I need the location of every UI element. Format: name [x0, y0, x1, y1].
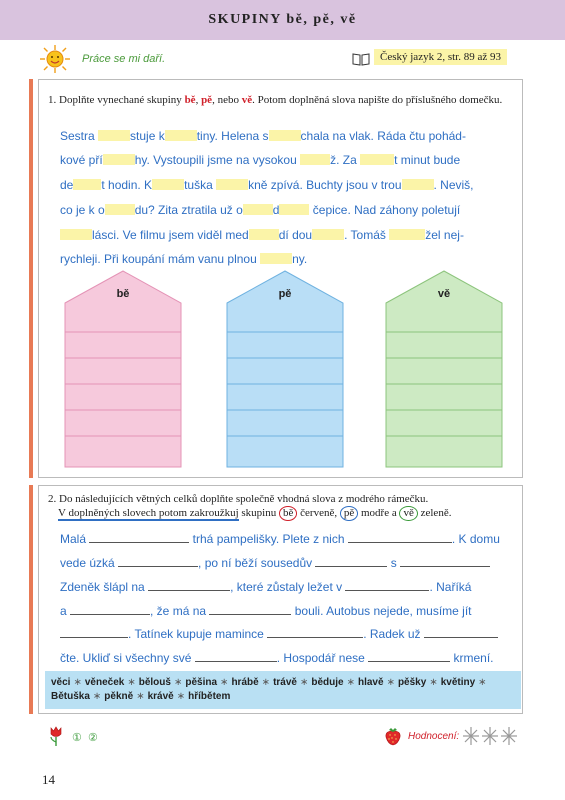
exercise2-line-5: . Tatínek kupuje mamince . Radek už: [60, 627, 498, 641]
exercise2-line-4: a , že má na bouli. Autobus nejede, musíme jít: [60, 604, 472, 618]
answer-blank[interactable]: [424, 629, 498, 638]
word-item: Bětuška: [51, 691, 90, 702]
house-label: pě: [278, 288, 292, 300]
answer-blank[interactable]: [195, 653, 277, 662]
rating-stars[interactable]: [462, 725, 518, 747]
book-icon: [352, 52, 370, 66]
word-item: pěšky: [397, 677, 427, 688]
rating-star-icon: [501, 727, 517, 745]
blank-gap[interactable]: [389, 229, 425, 240]
house-be: [64, 270, 182, 468]
exercise1-line-5: lásci. Ve filmu jsem viděl med dí dou . Tomáš žel nej-: [60, 228, 464, 242]
blank-gap[interactable]: [300, 154, 330, 165]
blank-gap[interactable]: [249, 229, 279, 240]
blank-gap[interactable]: [60, 229, 92, 240]
blank-gap[interactable]: [73, 179, 101, 190]
word-item: hříbětem: [188, 691, 231, 702]
blank-gap[interactable]: [98, 130, 130, 141]
answer-blank[interactable]: [89, 534, 189, 543]
answer-blank[interactable]: [400, 558, 490, 567]
word-item: pěkně: [104, 691, 134, 702]
word-item: trávě: [273, 677, 297, 688]
house-label: bě: [116, 288, 130, 300]
exercise2-line-2: vede úzká , po ní běží sousedův s: [60, 556, 490, 570]
exercise2-line-1: Malá trhá pampelišky. Plete z nich . K domu: [60, 532, 500, 546]
blank-gap[interactable]: [312, 229, 344, 240]
blank-gap[interactable]: [165, 130, 197, 141]
answer-blank[interactable]: [209, 606, 291, 615]
answer-blank[interactable]: [148, 582, 230, 591]
exercise1-line-4: co je k o du? Zita ztratila už o d čepice. Nad záhony poletují: [60, 203, 461, 217]
rating-star-icon: [463, 727, 479, 745]
house-label: vě: [437, 288, 451, 300]
word-item: krávě: [147, 691, 174, 702]
answer-blank[interactable]: [345, 582, 429, 591]
exercise1-line-1: Sestra stuje k tiny. Helena s chala na vlak. Ráda čtu pohád-: [60, 129, 466, 143]
blank-gap[interactable]: [360, 154, 394, 165]
strawberry-icon: [383, 726, 403, 746]
rating-label: Hodnocení:: [408, 731, 460, 742]
exercise2-line-6: čte. Ukliď si všechny své . Hospodář nese krmení.: [60, 651, 494, 665]
blank-gap[interactable]: [279, 204, 309, 215]
word-item: běduje: [311, 677, 344, 688]
word-bank: věci ∗ věneček ∗ bělouš ∗ pěšina ∗ hrábě ∗ trávě ∗ běduje ∗ hlavě ∗ pěšky ∗ květiny ∗ Bětuška ∗ pěkně ∗ krávě ∗ hříbětem: [45, 671, 521, 709]
answer-blank[interactable]: [70, 606, 150, 615]
level-one-marker: ①: [72, 732, 82, 744]
answer-blank[interactable]: [368, 653, 450, 662]
rating-star-icon: [482, 727, 498, 745]
blank-gap[interactable]: [402, 179, 434, 190]
word-item: hrábě: [231, 677, 259, 688]
level-two-marker: ②: [88, 732, 98, 744]
exercise1-line-6: rychleji. Při koupání mám vanu plnou ny.: [60, 252, 308, 266]
exercise2-instruction: 2. Do následujících větných celků doplňte společně vhodná slova z modrého rámečku. V doplněných slovech potom zakroužkuj skupinu bě červeně, pě modře a vě zeleně.: [48, 493, 452, 519]
house-pe: [226, 270, 344, 468]
exercise1-marker: [29, 79, 33, 478]
answer-blank[interactable]: [315, 558, 387, 567]
exercise1-instruction: 1. Doplňte vynechané skupiny bě, pě, nebo vě. Potom doplněná slova napište do příslušného domečku.: [48, 94, 503, 106]
answer-blank[interactable]: [267, 629, 363, 638]
page-header: [0, 0, 565, 40]
exercise2-line-3: Zdeněk šlápl na , které zůstaly ležet v . Naříká: [60, 580, 472, 594]
blank-gap[interactable]: [243, 204, 273, 215]
blank-gap[interactable]: [103, 154, 135, 165]
house-ve: [385, 270, 503, 468]
answer-blank[interactable]: [118, 558, 198, 567]
blank-gap[interactable]: [269, 130, 301, 141]
textbook-reference: Český jazyk 2, str. 89 až 93: [374, 49, 507, 65]
blank-gap[interactable]: [260, 253, 292, 264]
word-item: hlavě: [357, 677, 384, 688]
word-item: věci: [51, 677, 71, 688]
answer-blank[interactable]: [60, 629, 128, 638]
answer-blank[interactable]: [348, 534, 452, 543]
exercise1-line-2: kové pří hy. Vystoupili jsme na vysokou ž. Za t minut bude: [60, 153, 461, 167]
exercise1-line-3: de t hodin. K tuška kně zpívá. Buchty jsou v trou . Neviš,: [60, 178, 474, 192]
tulip-icon: [48, 726, 64, 746]
word-item: pěšina: [185, 677, 218, 688]
exercise2-marker: [29, 485, 33, 714]
page-title: SKUPINY bě, pě, vě: [208, 12, 357, 27]
praise-text: Práce se mi daří.: [82, 53, 166, 65]
word-item: věneček: [84, 677, 125, 688]
blank-gap[interactable]: [105, 204, 135, 215]
word-item: květiny: [440, 677, 476, 688]
blank-gap[interactable]: [216, 179, 248, 190]
word-item: bělouš: [138, 677, 171, 688]
blank-gap[interactable]: [152, 179, 184, 190]
sun-icon: [38, 44, 72, 74]
page-number: 14: [42, 772, 55, 787]
